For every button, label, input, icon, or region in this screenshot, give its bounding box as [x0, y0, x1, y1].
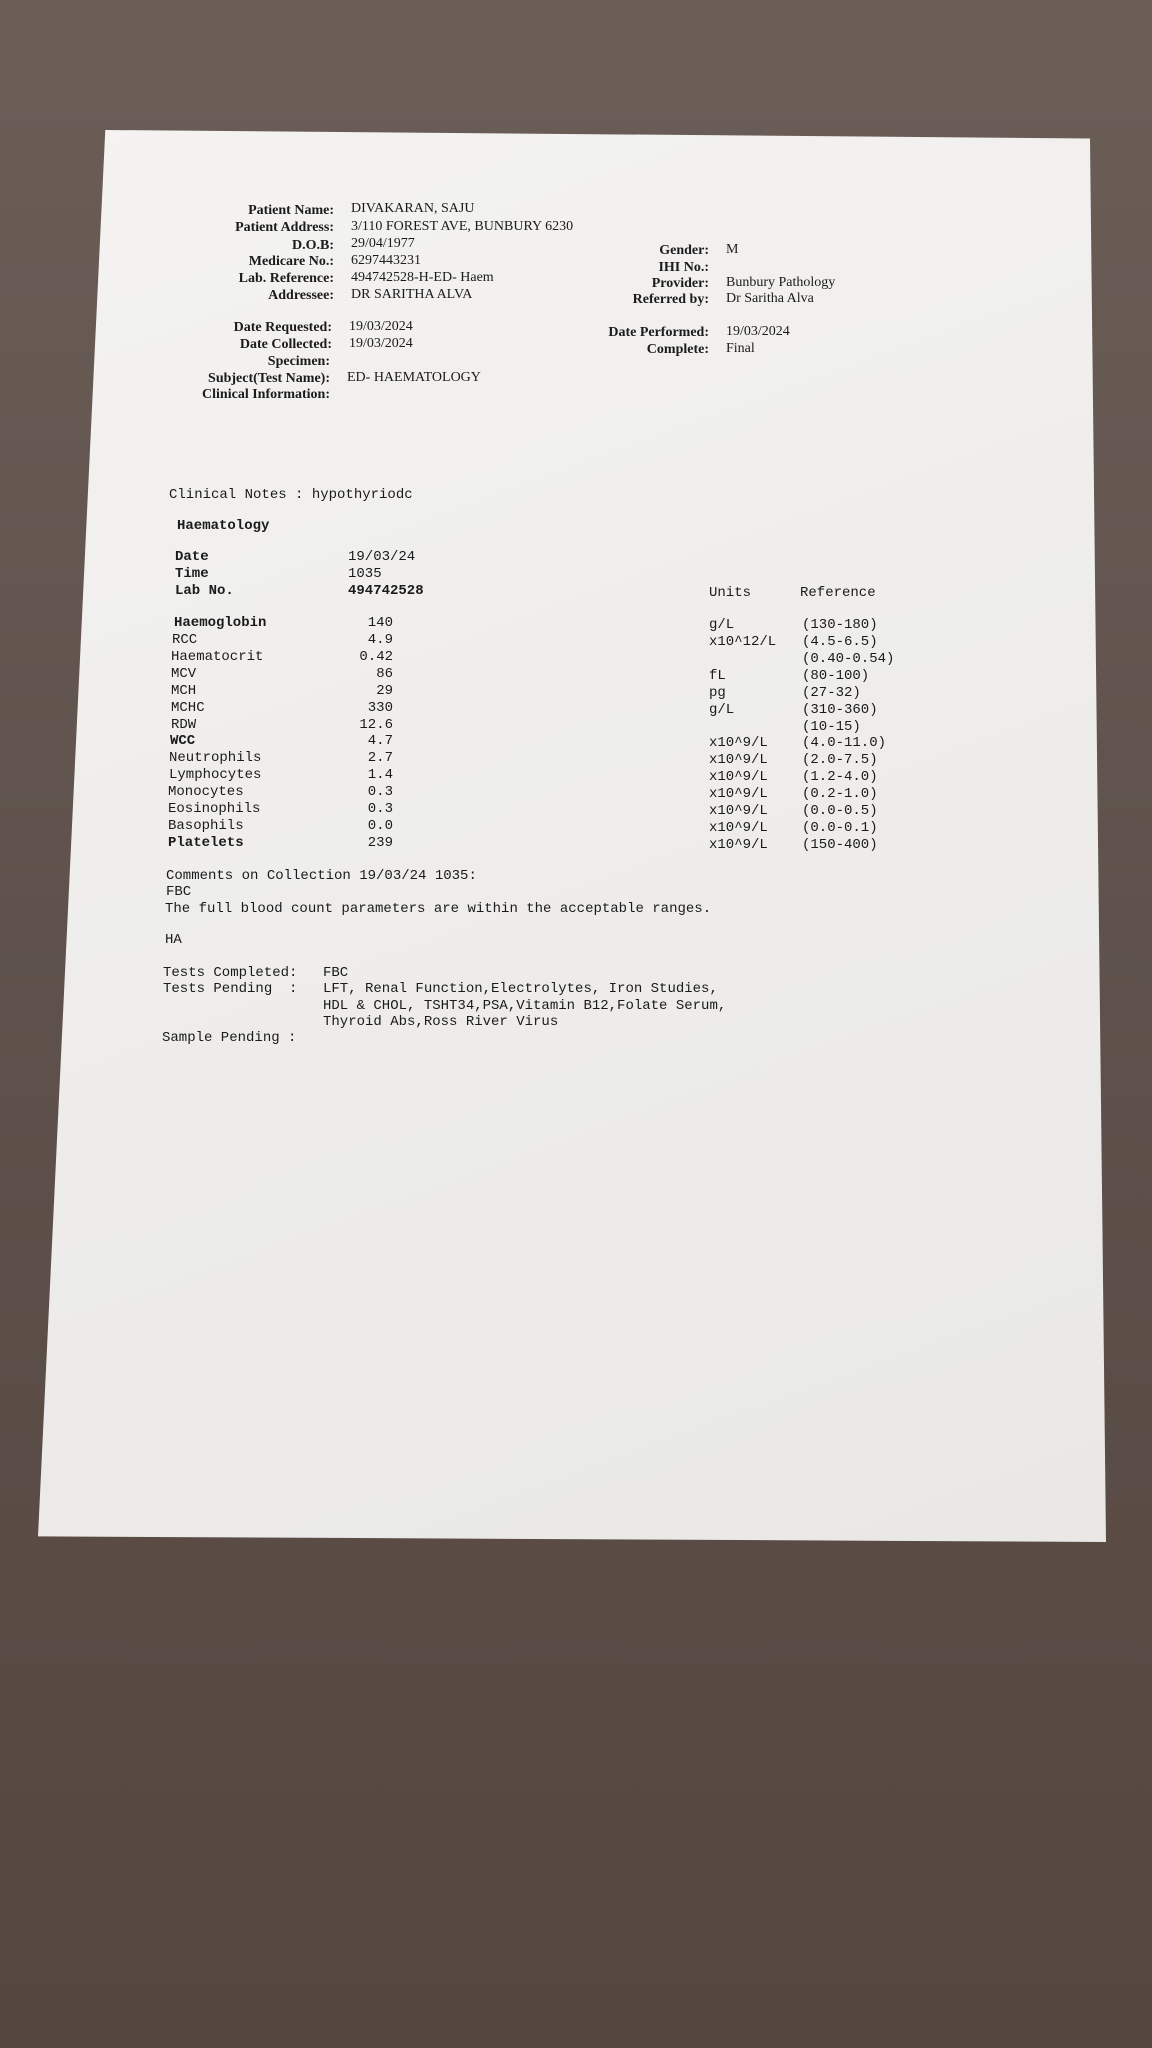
tests-completed-value: FBC [323, 965, 349, 981]
result-reference: (310-360) [802, 702, 878, 718]
clinical-notes: Clinical Notes : hypothyriodc [169, 487, 413, 503]
result-unit: x10^9/L [709, 820, 768, 836]
gender-value: M [726, 242, 739, 257]
result-unit: x10^9/L [709, 735, 768, 751]
result-reference: (130-180) [802, 617, 878, 633]
ihi-label: IHI No.: [658, 260, 709, 275]
subject-value: ED- HAEMATOLOGY [347, 370, 481, 385]
complete-label: Complete: [646, 342, 709, 357]
lab-no-value: 494742528 [348, 583, 424, 599]
result-value: 0.42 [359, 649, 393, 665]
result-name: Monocytes [168, 784, 244, 800]
result-unit: x10^9/L [709, 837, 768, 853]
addressee-value: DR SARITHA ALVA [351, 287, 473, 302]
date-collected-value: 19/03/2024 [349, 336, 413, 351]
gender-label: Gender: [659, 243, 709, 258]
result-name: MCHC [171, 700, 205, 716]
result-unit: x10^9/L [709, 752, 768, 768]
result-reference: (0.0-0.1) [802, 820, 878, 836]
result-unit: g/L [709, 702, 735, 718]
reference-header: Reference [800, 585, 876, 601]
dob-label: D.O.B: [292, 238, 334, 253]
comments-heading: Comments on Collection 19/03/24 1035: [166, 868, 477, 884]
referred-by-label: Referred by: [632, 292, 709, 307]
referred-by-value: Dr Saritha Alva [726, 291, 814, 306]
result-name: WCC [170, 733, 196, 749]
lab-reference-value: 494742528-H-ED- Haem [351, 270, 494, 285]
result-value: 2.7 [367, 750, 393, 766]
result-value: 29 [376, 683, 393, 699]
date-performed-value: 19/03/2024 [726, 324, 790, 339]
subject-label: Subject(Test Name): [208, 371, 330, 386]
result-reference: (1.2-4.0) [802, 769, 878, 785]
comments-text: The full blood count parameters are within the acceptable ranges. [165, 901, 712, 917]
time-header-value: 1035 [348, 566, 382, 582]
time-header-label: Time [175, 566, 209, 582]
result-reference: (150-400) [802, 837, 878, 853]
patient-name-value: DIVAKARAN, SAJU [351, 201, 475, 216]
sample-pending-label: Sample Pending : [162, 1030, 297, 1046]
tests-pending-line1: LFT, Renal Function,Electrolytes, Iron Studies, [323, 981, 718, 997]
result-name: MCH [171, 683, 197, 699]
patient-name-label: Patient Name: [248, 203, 334, 218]
result-name: MCV [171, 666, 197, 682]
result-value: 12.6 [359, 717, 393, 733]
result-value: 330 [367, 700, 393, 716]
result-name: Haematocrit [171, 649, 264, 665]
result-value: 0.3 [367, 784, 393, 800]
result-name: Haemoglobin [174, 615, 267, 631]
tests-completed-label: Tests Completed: [163, 965, 298, 981]
addressee-label: Addressee: [268, 288, 334, 303]
result-name: RDW [171, 717, 197, 733]
complete-value: Final [726, 341, 755, 356]
result-reference: (0.40-0.54) [802, 651, 895, 667]
result-reference: (80-100) [802, 668, 870, 684]
result-unit: x10^12/L [709, 634, 777, 650]
lab-reference-label: Lab. Reference: [238, 271, 334, 286]
result-value: 239 [367, 835, 393, 851]
clinical-info-label: Clinical Information: [202, 387, 330, 402]
date-requested-label: Date Requested: [233, 320, 332, 335]
result-reference: (27-32) [802, 685, 861, 701]
result-value: 0.0 [367, 818, 393, 834]
dob-value: 29/04/1977 [351, 236, 415, 251]
result-value: 4.7 [367, 733, 393, 749]
result-reference: (2.0-7.5) [802, 752, 878, 768]
date-header-value: 19/03/24 [348, 549, 416, 565]
result-value: 0.3 [367, 801, 393, 817]
result-name: Platelets [168, 835, 244, 851]
result-name: Lymphocytes [169, 767, 262, 783]
result-reference: (4.0-11.0) [802, 735, 887, 751]
provider-value: Bunbury Pathology [726, 275, 836, 290]
result-value: 4.9 [367, 632, 393, 648]
section-title: Haematology [177, 518, 270, 534]
result-reference: (0.2-1.0) [802, 786, 878, 802]
units-header: Units [709, 585, 752, 601]
result-name: RCC [172, 632, 198, 648]
comments-initials: HA [165, 932, 182, 948]
date-requested-value: 19/03/2024 [349, 319, 413, 334]
tests-pending-label: Tests Pending : [163, 981, 298, 997]
patient-address-label: Patient Address: [235, 220, 334, 235]
date-header-label: Date [175, 549, 209, 565]
medicare-value: 6297443231 [351, 253, 421, 268]
patient-address-value: 3/110 FOREST AVE, BUNBURY 6230 [351, 219, 574, 234]
provider-label: Provider: [651, 276, 709, 291]
medicare-label: Medicare No.: [248, 254, 334, 269]
result-value: 86 [376, 666, 393, 682]
specimen-label: Specimen: [267, 354, 330, 369]
result-name: Neutrophils [169, 750, 262, 766]
result-unit: pg [709, 685, 726, 701]
date-performed-label: Date Performed: [608, 325, 709, 340]
result-reference: (4.5-6.5) [802, 634, 878, 650]
result-name: Eosinophils [168, 801, 261, 817]
result-unit: g/L [709, 617, 735, 633]
lab-no-label: Lab No. [175, 583, 234, 599]
result-unit: fL [709, 668, 726, 684]
result-value: 140 [367, 615, 393, 631]
result-value: 1.4 [367, 767, 393, 783]
tests-pending-line3: Thyroid Abs,Ross River Virus [323, 1014, 559, 1030]
result-reference: (10-15) [802, 719, 861, 735]
date-collected-label: Date Collected: [239, 337, 332, 352]
comments-fbc: FBC [166, 884, 192, 900]
tests-pending-line2: HDL & CHOL, TSHT34,PSA,Vitamin B12,Folate Serum, [323, 998, 727, 1014]
result-name: Basophils [168, 818, 244, 834]
result-unit: x10^9/L [709, 803, 768, 819]
result-unit: x10^9/L [709, 769, 768, 785]
result-unit: x10^9/L [709, 786, 768, 802]
result-reference: (0.0-0.5) [802, 803, 878, 819]
